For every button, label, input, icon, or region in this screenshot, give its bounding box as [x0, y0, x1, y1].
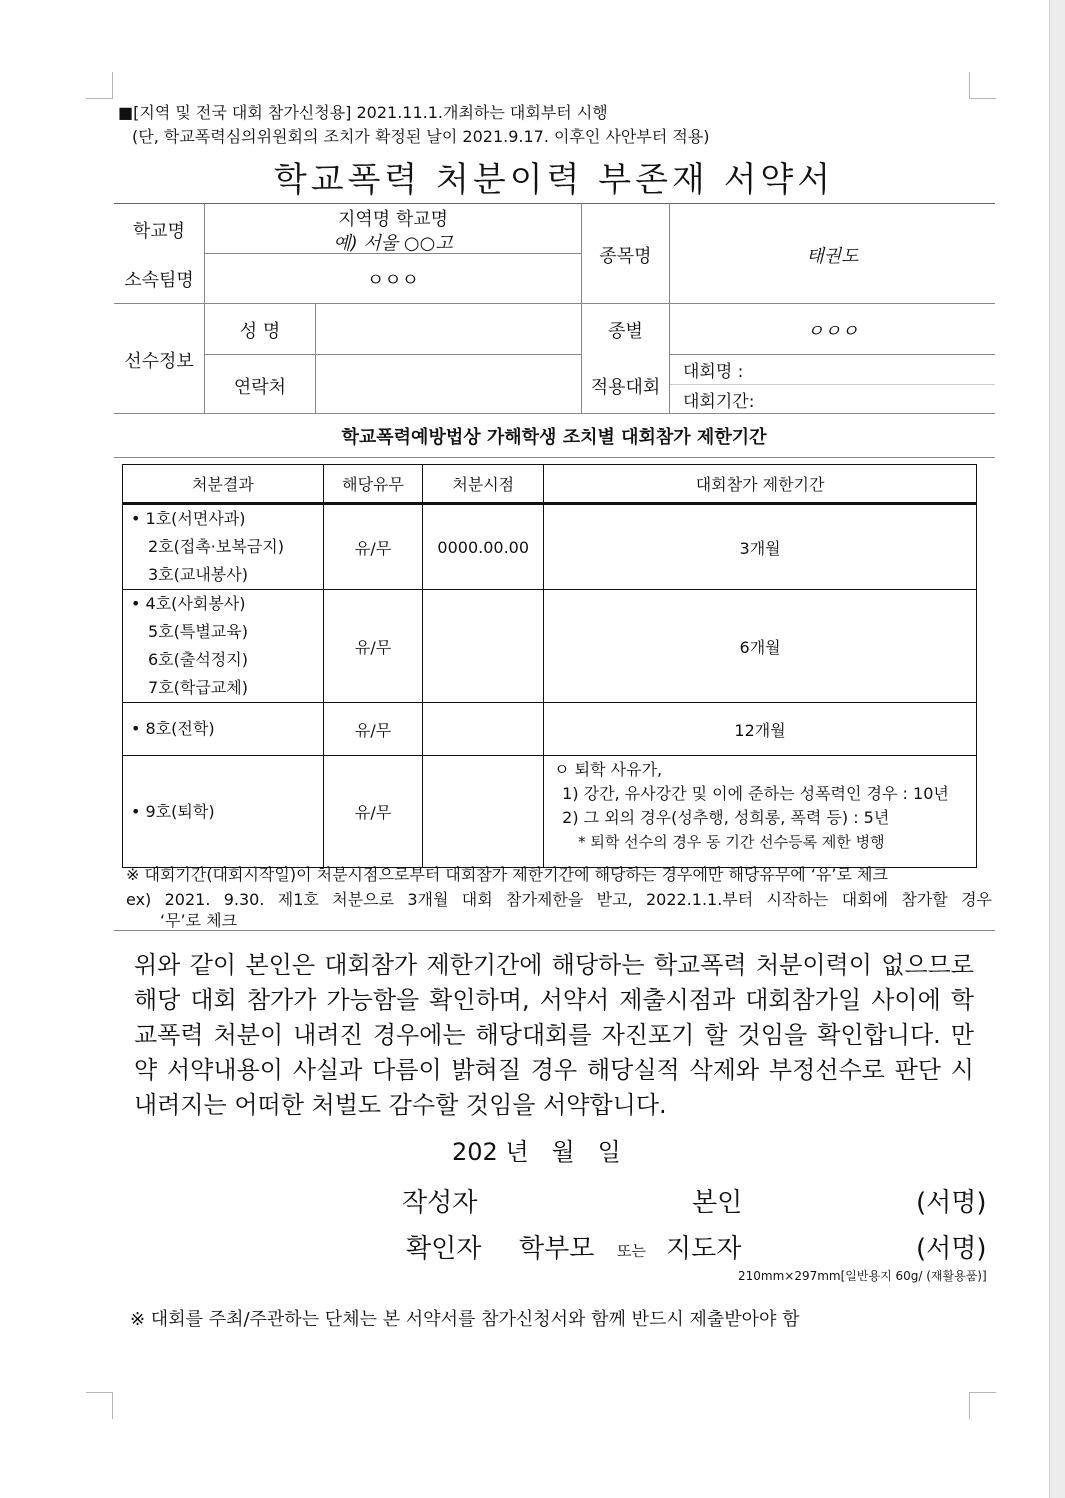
footnote-3: ‘무’로 체크 [160, 911, 238, 930]
applicable-cell: 유/무 [323, 703, 423, 756]
confirm-role-coach: 지도자 [666, 1234, 742, 1264]
period-note: 2) 그 외의 경우(성추행, 성희롱, 폭력 등) : 5년 [562, 808, 890, 827]
date-cell: 0000.00.00 [423, 504, 544, 590]
form-line [114, 457, 995, 458]
competition-period-label: 대회기간: [683, 392, 755, 412]
table-row [123, 504, 977, 590]
disposition-code: 6호(출석정지) [148, 650, 248, 669]
category-value: ㅇㅇㅇ [806, 321, 859, 342]
table-header-row [123, 465, 977, 504]
period-note: 1) 강간, 유사강간 및 이에 준하는 성폭력인 경우 : 10년 [562, 784, 949, 803]
disposition-code: 5호(특별교육) [148, 622, 248, 641]
column-header: 대회참가 제한기간 [544, 465, 977, 504]
table-row [123, 703, 977, 756]
column-header: 처분결과 [123, 465, 324, 504]
period-cell: 6개월 [544, 590, 977, 703]
team-value: ㅇㅇㅇ [366, 270, 420, 291]
confirm-label: 확인자 [406, 1234, 482, 1264]
competition-name-label: 대회명 : [683, 362, 744, 382]
date-line: 202 년 월 일 [452, 1138, 621, 1166]
applicable-cell: 유/무 [323, 504, 423, 590]
header-line-1: ■[지역 및 전국 대회 참가신청용] 2021.11.1.개최하는 대회부터 시행 [118, 103, 608, 122]
writer-role: 본인 [692, 1188, 743, 1218]
disposition-cell [123, 703, 324, 756]
school-label: 학교명 [132, 221, 186, 242]
disposition-code: • 4호(사회봉사) [131, 594, 246, 613]
team-label: 소속팀명 [124, 270, 194, 291]
disposition-cell [123, 756, 324, 868]
date-cell [423, 703, 544, 756]
disposition-code: 2호(접촉·보복금지) [148, 537, 284, 556]
applicable-cell: 유/무 [323, 590, 423, 703]
confirm-role-parent: 학부모 [519, 1234, 595, 1264]
date-cell [423, 590, 544, 703]
category-label: 종별 [608, 321, 643, 342]
bottom-note: ※ 대회를 주최/주관하는 단체는 본 서약서를 참가신청서와 함께 반드시 제출받아야 함 [130, 1309, 800, 1330]
writer-signature: (서명) [916, 1188, 987, 1218]
writer-label: 작성자 [402, 1188, 478, 1218]
period-note: ㅇ 퇴학 사유가, [554, 760, 663, 779]
date-cell [423, 756, 544, 868]
restriction-table [122, 464, 977, 868]
event-value: 태권도 [806, 246, 859, 267]
player-info-label: 선수정보 [124, 351, 194, 372]
disposition-cell [123, 504, 324, 590]
disposition-code: 7호(학급교체) [148, 678, 248, 697]
crop-mark-top-left [86, 72, 113, 99]
table-row [123, 590, 977, 703]
form-line [670, 354, 995, 355]
name-label: 성 명 [239, 321, 281, 342]
form-line [114, 303, 995, 304]
page-title: 학교폭력 처분이력 부존재 서약서 [273, 160, 835, 200]
divider [114, 930, 995, 931]
competition-label: 적용대회 [590, 377, 661, 398]
paper-spec: 210mm×297mm[일반용지 60g/ (재활용품)] [738, 1269, 987, 1283]
period-cell: 3개월 [544, 504, 977, 590]
period-cell [544, 756, 977, 868]
restriction-title: 학교폭력예방법상 가해학생 조치별 대회참가 제한기간 [341, 427, 767, 448]
form-line [669, 203, 670, 413]
header-line-2: (단, 학교폭력심의위원회의 조치가 확정된 날이 2021.9.17. 이후인 사안부터 적용) [132, 127, 710, 146]
disposition-code: • 8호(전학) [131, 719, 215, 738]
contact-label: 연락처 [233, 377, 287, 398]
footnote-2: ex) 2021. 9.30. 제1호 처분으로 3개월 대회 참가제한을 받고, 2022.1.1.부터 시작하는 대회에 참가할 경우 [126, 890, 992, 909]
footnote-1: ※ 대회기간(대회시작일)이 처분시점으로부터 대회참가 제한기간에 해당하는 경우에만 해당유무에 ‘유’로 체크 [126, 865, 888, 884]
form-line [114, 413, 995, 414]
period-note: * 퇴학 선수의 경우 동 기간 선수등록 제한 병행 [578, 833, 885, 851]
column-header: 해당유무 [323, 465, 423, 504]
column-header: 처분시점 [423, 465, 544, 504]
applicable-cell: 유/무 [323, 756, 423, 868]
school-value-line1: 지역명 학교명 [337, 209, 449, 230]
crop-mark-bottom-left [86, 1392, 113, 1419]
form-line [114, 203, 995, 204]
pledge-text: 위와 같이 본인은 대회참가 제한기간에 해당하는 학교폭력 처분이력이 없으므로 해당 대회 참가가 가능함을 확인하며, 서약서 제출시점과 대회참가일 사이에 학교폭력 처분이 내려진 경우에는 해당대회를 자진포기 할 것임을 확인합니다. 만약 서약내용이 사실과 다름이 밝혀질 경우 해당실적 삭제와 부정선수로 판단 시 내려지는 어떠한 처벌도 감수할 것임을 서약합니다. [134, 951, 974, 1119]
table-row [123, 756, 977, 868]
period-cell: 12개월 [544, 703, 977, 756]
form-line [205, 354, 581, 355]
disposition-code: • 9호(퇴학) [131, 801, 215, 821]
form-line [670, 384, 995, 385]
disposition-code: • 1호(서면사과) [131, 509, 246, 528]
form-line [315, 303, 316, 413]
event-label: 종목명 [599, 246, 652, 267]
crop-mark-bottom-right [969, 1392, 996, 1419]
school-value-line2: 예) 서울 ○○고 [333, 233, 453, 254]
page-shadow [1050, 0, 1065, 1498]
disposition-code: 3호(교내봉사) [148, 565, 248, 584]
crop-mark-top-right [969, 72, 996, 99]
confirm-signature: (서명) [916, 1234, 987, 1264]
disposition-cell [123, 590, 324, 703]
confirm-or: 또는 [617, 1242, 646, 1260]
